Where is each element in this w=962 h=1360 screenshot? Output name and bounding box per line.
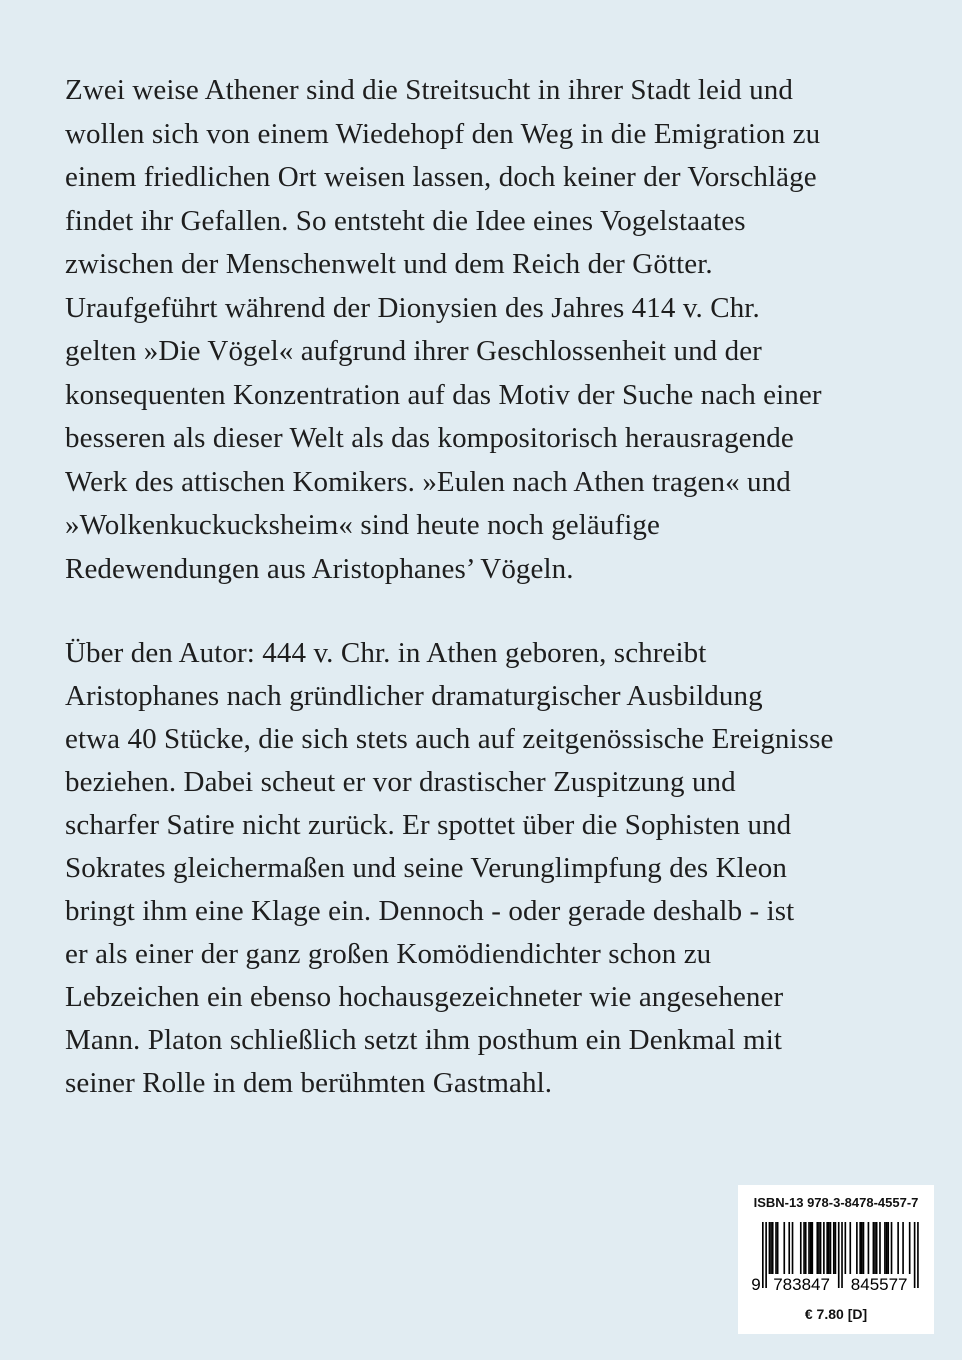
barcode-bar (820, 1222, 822, 1274)
barcode-bar (823, 1222, 825, 1274)
barcode-bar (772, 1222, 774, 1274)
barcode-bar (833, 1222, 835, 1274)
barcode-bar (769, 1222, 771, 1274)
text-line: zwischen der Menschenwelt und dem Reich der Götter. (65, 248, 713, 280)
barcode-bar (845, 1222, 847, 1274)
text-line: Werk des attischen Komikers. »Eulen nach Athen tragen« und (65, 465, 791, 498)
text-line: konsequenten Konzentration auf das Motiv der Suche nach einer (65, 378, 822, 411)
text-line: »Wolkenkuckucksheim« sind heute noch geläufige (65, 509, 660, 541)
text-line: findet ihr Gefallen. So entsteht die Idee eines Vogelstaates (65, 204, 746, 237)
barcode-bar (816, 1222, 818, 1274)
barcode-bar (914, 1222, 916, 1288)
barcode-bar (879, 1222, 881, 1274)
text-line: Mann. Platon schließlich setzt ihm posthum ein Denkmal mit (65, 1024, 783, 1056)
barcode-bar (859, 1222, 861, 1274)
barcode-bar (765, 1222, 767, 1288)
text-line: Sokrates gleichermaßen und seine Verunglimpfung des Kleon (65, 852, 787, 884)
barcode-bar (788, 1222, 790, 1274)
barcode (750, 1222, 922, 1294)
barcode-bar (841, 1222, 843, 1288)
text-line: Redewendungen aus Aristophanes’ Vögeln. (65, 552, 574, 585)
text-line: Aristophanes nach gründlicher dramaturgischer Ausbildung (65, 680, 763, 712)
text-line: Über den Autor: 444 v. Chr. in Athen geboren, schreibt (65, 637, 707, 669)
barcode-digits: 845577 (850, 1275, 908, 1294)
barcode-bar (828, 1222, 830, 1274)
isbn-number: ISBN-13 978-3-8478-4557-7 (753, 1195, 919, 1210)
barcode-bar (868, 1222, 870, 1274)
price: € 7.80 [D] (804, 1306, 868, 1322)
text-line: er als einer der ganz großen Komödiendichter schon zu (65, 938, 712, 970)
barcode-bar (800, 1222, 802, 1274)
text-line: wollen sich von einem Wiedehopf den Weg in die Emigration zu (65, 117, 821, 150)
barcode-bar (886, 1222, 888, 1274)
barcode-bar (874, 1222, 876, 1274)
barcode-bar (861, 1222, 863, 1274)
barcode-bar (808, 1222, 810, 1274)
text-line: gelten »Die Vögel« aufgrund ihrer Geschlossenheit und der (65, 335, 762, 367)
barcode-bar (891, 1222, 893, 1274)
text-line: Zwei weise Athener sind die Streitsucht in ihrer Stadt leid und (65, 74, 793, 106)
barcode-bar (810, 1222, 812, 1274)
barcode-bar (884, 1222, 886, 1274)
barcode-bar (762, 1222, 764, 1288)
text-line: etwa 40 Stücke, die sich stets auch auf zeitgenössische Ereignisse (65, 723, 834, 755)
text-line: beziehen. Dabei scheut er vor drastischer Zuspitzung und (65, 766, 736, 798)
barcode-bar (873, 1222, 875, 1274)
text-line: seiner Rolle in dem berühmten Gastmahl. (65, 1067, 553, 1099)
barcode-bar (775, 1222, 777, 1274)
barcode-bar (830, 1222, 832, 1274)
barcode-bar (792, 1222, 794, 1274)
text-line: Uraufgeführt während der Dionysien des Jahres 414 v. Chr. (65, 291, 760, 324)
barcode-bar (783, 1222, 785, 1274)
barcode-bar (805, 1222, 807, 1274)
text-line: bringt ihm eine Klage ein. Dennoch - oder gerade deshalb - ist (65, 895, 795, 927)
barcode-bar (863, 1222, 865, 1274)
barcode-bar (818, 1222, 820, 1274)
barcode-bar (770, 1222, 772, 1274)
barcode-bar (897, 1222, 899, 1274)
barcode-bar (876, 1222, 878, 1274)
text-line: einem friedlichen Ort weisen lassen, doch keiner der Vorschläge (65, 161, 817, 193)
barcode-bar (835, 1222, 837, 1274)
barcode-digits: 783847 (773, 1275, 830, 1294)
barcode-bar (909, 1222, 911, 1274)
barcode-bar (777, 1222, 779, 1274)
text-line: Lebzeichen ein ebenso hochausgezeichneter wie angesehener (65, 981, 784, 1013)
barcode-bar (826, 1222, 828, 1274)
barcode-bar (803, 1222, 805, 1274)
barcode-digits: 9 (751, 1275, 761, 1294)
barcode-bar (917, 1222, 919, 1288)
barcode-bar (856, 1222, 858, 1274)
barcode-bar (902, 1222, 904, 1274)
isbn-barcode-label (738, 1185, 934, 1334)
text-line: scharfer Satire nicht zurück. Er spottet über die Sophisten und (65, 809, 792, 841)
barcode-bar (849, 1222, 851, 1274)
barcode-bar (887, 1222, 889, 1274)
barcode-bar (812, 1222, 814, 1274)
barcode-bar (838, 1222, 840, 1288)
text-line: besseren als dieser Welt als das kompositorisch herausragende (65, 422, 794, 454)
